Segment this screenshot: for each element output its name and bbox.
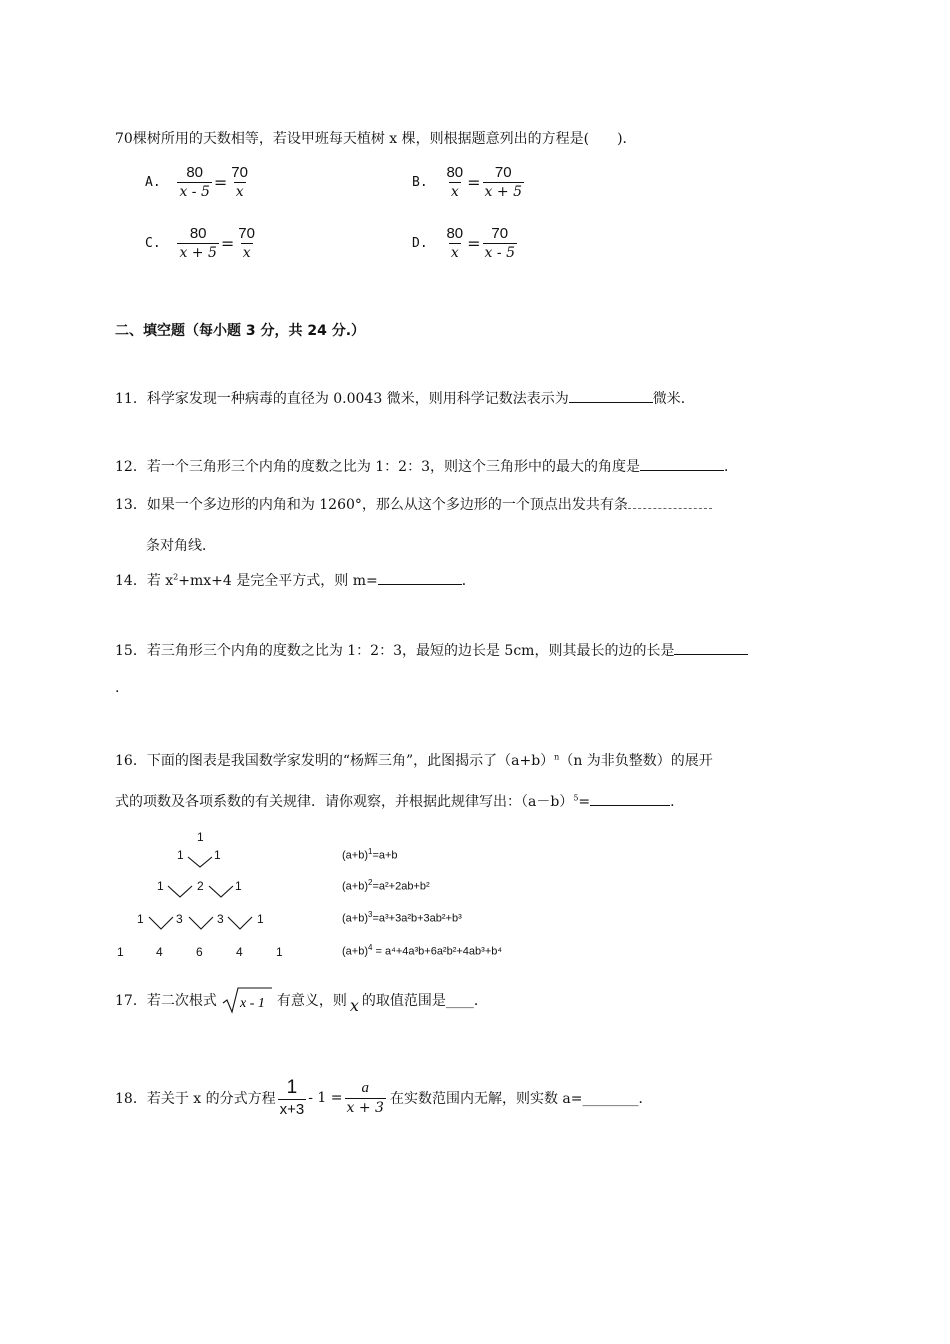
answer-blank[interactable] [674,640,748,655]
triangle-number: 6 [196,945,203,959]
question-text: 17．若二次根式 [115,993,217,1009]
triangle-connectors [110,825,310,965]
triangle-number: 1 [177,848,184,862]
triangle-number: 2 [197,879,204,893]
fraction: $\frac{a}{x + 3}$ [346,1079,384,1116]
question-13 [115,494,712,514]
question-11 [115,388,695,408]
triangle-number: 1 [257,912,264,926]
option-label: A. [145,174,161,190]
option-label: D. [412,235,428,251]
question-16-line2 [115,791,684,811]
fraction: $\frac{1}{x+3}$ [279,1077,305,1118]
answer-blank[interactable] [378,570,462,585]
question-text: 式的项数及各项系数的有关规律．请你观察，并根据此规律写出：（a－b） [115,794,574,810]
answer-blank[interactable] [590,791,670,806]
question-text: （n 为非负整数）的展开 [559,753,713,769]
superscript: 2 [173,572,179,582]
fraction: $\frac{80}{x}$ [446,164,464,200]
question-15-continuation: . [115,680,120,696]
triangle-number: 1 [214,848,221,862]
answer-blank[interactable] [628,494,712,509]
q10-option-d: D. $\frac{80}{x}$ = $\frac{70}{x - 5}$ [412,225,515,261]
section-heading: 二、填空题（每小题 3 分，共 24 分.） [115,323,366,339]
q10-option-c: C. $\frac{80}{x + 5}$ = $\frac{70}{x}$ [145,225,255,261]
q10-option-b: B. $\frac{80}{x}$ = $\frac{70}{x + 5}$ [412,164,522,200]
triangle-number: 1 [235,879,242,893]
question-13-continuation: 条对角线． [146,538,216,554]
yanghui-triangle [110,825,310,965]
fraction: $\frac{80}{x}$ [446,225,464,261]
question-text: ． [461,573,476,589]
triangle-number: 3 [176,912,183,926]
triangle-number: 4 [236,945,243,959]
square-root [221,985,273,1015]
triangle-number: 3 [217,912,224,926]
fraction: $\frac{70}{x + 5}$ [484,164,522,200]
question-text: 13．如果一个多边形的内角和为 1260°，那么从这个多边形的一个顶点出发共有条 [115,497,628,513]
question-text: +mx+4 是完全平方式，则 m= [178,573,378,589]
option-label: C. [145,235,161,251]
triangle-number: 1 [197,830,204,844]
superscript: 5 [573,793,579,803]
answer-blank[interactable] [569,388,653,403]
question-text: 18．若关于 x 的分式方程 [115,1090,276,1107]
superscript: n [554,752,560,762]
variable-x: x [349,995,359,1015]
fraction: $\frac{70}{x}$ [231,164,248,200]
question-15 [115,640,748,660]
question-12 [115,456,738,476]
question-14 [115,570,476,590]
triangle-number: 1 [276,945,283,959]
question-text: 12．若一个三角形三个内角的度数之比为 1：2：3，则这个三角形中的最大的角度是 [115,459,640,475]
question-text: ． [723,459,738,475]
question-text: ． [670,794,685,810]
expansion-formula: $(a+b)^1=a+b$ [342,847,398,862]
radicand: x - 1 [239,996,265,1011]
expansion-formula: $(a+b)^3=a^3+3a^2b+3ab^2+b^3$ [342,910,462,925]
option-label: B. [412,174,428,190]
question-text: 的取值范围是____． [361,993,488,1009]
fraction: $\frac{70}{x}$ [238,225,255,261]
expansion-formula: $(a+b)^4 = a^4+4a^3b+6a^2b^2+4ab^3+b^4$ [342,943,503,958]
answer-blank[interactable] [640,456,724,471]
question-text: 有意义，则 [276,993,347,1009]
question-text: = [578,794,591,810]
expansion-formula: $(a+b)^2=a^2+2ab+b^2$ [342,878,430,893]
question-17 [115,985,488,1015]
triangle-number: 1 [157,879,164,893]
question-text: 在实数范围内无解，则实数 a=________． [389,1090,653,1107]
fraction: $\frac{80}{x + 5}$ [179,225,217,261]
triangle-number: 1 [117,945,124,959]
question-text: 14．若 x [115,573,174,589]
triangle-number: 4 [156,945,163,959]
fraction: $\frac{70}{x - 5}$ [484,225,515,261]
question-text: 微米． [652,391,695,407]
question-text: 11．科学家发现一种病毒的直径为 0.0043 微米，则用科学记数法表示为 [115,391,569,407]
question-16-line1 [115,750,713,770]
equation-operator: - 1 = [308,1089,343,1106]
fraction: $\frac{80}{x - 5}$ [179,164,210,200]
q10-tail-text: 70棵树所用的天数相等，若设甲班每天植树 x 棵，则根据题意列出的方程是( )． [115,131,637,147]
triangle-number: 1 [137,912,144,926]
question-text: 15．若三角形三个内角的度数之比为 1：2：3，最短的边长是 5cm，则其最长的边的长是 [115,643,675,659]
q10-option-a: A. $\frac{80}{x - 5}$ = $\frac{70}{x}$ [145,164,248,200]
question-text: 16．下面的图表是我国数学家发明的“杨辉三角”，此图揭示了（a+b） [115,753,555,769]
question-18 [115,1078,652,1117]
